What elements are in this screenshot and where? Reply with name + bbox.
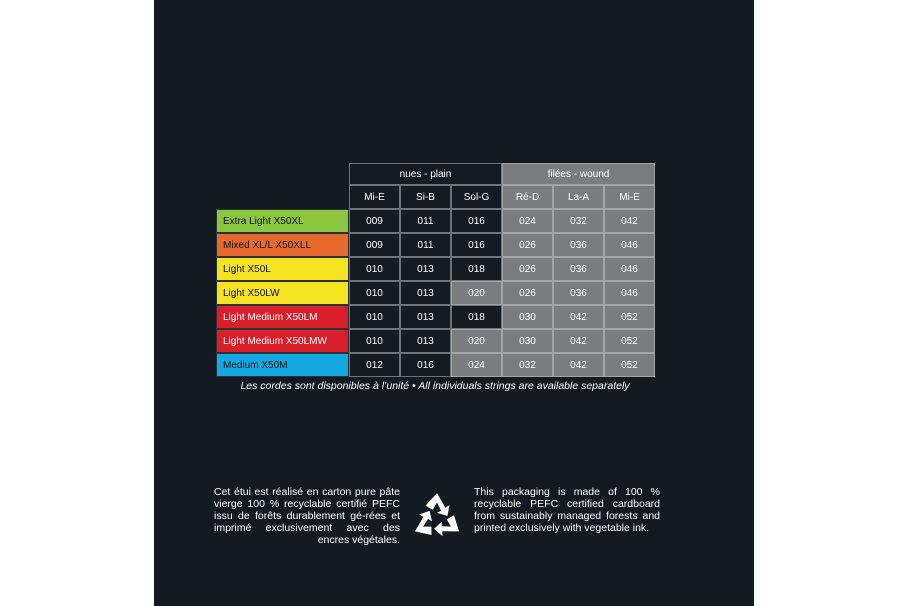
gauge-value-cell: 024 bbox=[451, 353, 502, 377]
gauge-value-cell: 032 bbox=[502, 353, 553, 377]
group-header-wound: filées - wound bbox=[502, 163, 655, 185]
gauge-set-label: Extra Light X50XL bbox=[216, 209, 349, 233]
column-header: Mi-E bbox=[604, 185, 655, 209]
gauge-value-cell: 042 bbox=[553, 305, 604, 329]
gauge-set-label: Mixed XL/L X50XLL bbox=[216, 233, 349, 257]
column-header: Si-B bbox=[400, 185, 451, 209]
gauge-value-cell: 036 bbox=[553, 257, 604, 281]
gauge-value-cell: 020 bbox=[451, 281, 502, 305]
group-header-plain: nues - plain bbox=[349, 163, 502, 185]
gauge-value-cell: 010 bbox=[349, 329, 400, 353]
gauge-value-cell: 046 bbox=[604, 281, 655, 305]
gauge-value-cell: 026 bbox=[502, 233, 553, 257]
gauge-value-cell: 013 bbox=[400, 305, 451, 329]
gauge-value-cell: 016 bbox=[451, 233, 502, 257]
gauge-value-cell: 016 bbox=[400, 353, 451, 377]
gauge-set-label: Light Medium X50LM bbox=[216, 305, 349, 329]
gauge-value-cell: 013 bbox=[400, 329, 451, 353]
gauge-value-cell: 030 bbox=[502, 329, 553, 353]
gauge-set-label: Light X50L bbox=[216, 257, 349, 281]
gauge-value-cell: 010 bbox=[349, 281, 400, 305]
gauge-value-cell: 009 bbox=[349, 209, 400, 233]
availability-note: Les cordes sont disponibles à l’unité • All individuals strings are available separately bbox=[240, 380, 630, 392]
gauge-value-cell: 011 bbox=[400, 209, 451, 233]
gauge-value-cell: 020 bbox=[451, 329, 502, 353]
gauge-value-cell: 032 bbox=[553, 209, 604, 233]
gauge-value-cell: 013 bbox=[400, 257, 451, 281]
gauge-value-cell: 018 bbox=[451, 305, 502, 329]
gauge-value-cell: 030 bbox=[502, 305, 553, 329]
gauge-set-label: Light X50LW bbox=[216, 281, 349, 305]
gauge-value-cell: 010 bbox=[349, 257, 400, 281]
gauge-value-cell: 011 bbox=[400, 233, 451, 257]
gauge-value-cell: 010 bbox=[349, 305, 400, 329]
column-header: Sol-G bbox=[451, 185, 502, 209]
gauge-value-cell: 036 bbox=[553, 233, 604, 257]
gauge-value-cell: 026 bbox=[502, 257, 553, 281]
gauge-value-cell: 046 bbox=[604, 257, 655, 281]
recycle-icon bbox=[411, 490, 463, 542]
column-header: Mi-E bbox=[349, 185, 400, 209]
gauge-value-cell: 013 bbox=[400, 281, 451, 305]
gauge-value-cell: 042 bbox=[553, 353, 604, 377]
gauge-value-cell: 009 bbox=[349, 233, 400, 257]
gauge-value-cell: 026 bbox=[502, 281, 553, 305]
gauge-value-cell: 024 bbox=[502, 209, 553, 233]
gauge-value-cell: 042 bbox=[553, 329, 604, 353]
packaging-text-fr: Cet étui est réalisé en carton pure pâte vierge 100 % recyclable certifié PEFC issu de forêts durablement gé-rées et imprimé exclusivement avec des encres végétales. bbox=[214, 486, 400, 546]
gauge-value-cell: 018 bbox=[451, 257, 502, 281]
gauge-value-cell: 042 bbox=[604, 209, 655, 233]
gauge-set-label: Medium X50M bbox=[216, 353, 349, 377]
gauge-set-label: Light Medium X50LMW bbox=[216, 329, 349, 353]
gauge-value-cell: 052 bbox=[604, 305, 655, 329]
gauge-value-cell: 036 bbox=[553, 281, 604, 305]
column-header: Ré-D bbox=[502, 185, 553, 209]
gauge-value-cell: 016 bbox=[451, 209, 502, 233]
gauge-value-cell: 046 bbox=[604, 233, 655, 257]
gauge-value-cell: 012 bbox=[349, 353, 400, 377]
gauge-value-cell: 052 bbox=[604, 329, 655, 353]
gauge-value-cell: 052 bbox=[604, 353, 655, 377]
column-header: La-A bbox=[553, 185, 604, 209]
packaging-text-en: This packaging is made of 100 % recyclable PEFC certified cardboard from sustainably managed forests and printed exclusively with vegetable ink. bbox=[474, 486, 660, 534]
